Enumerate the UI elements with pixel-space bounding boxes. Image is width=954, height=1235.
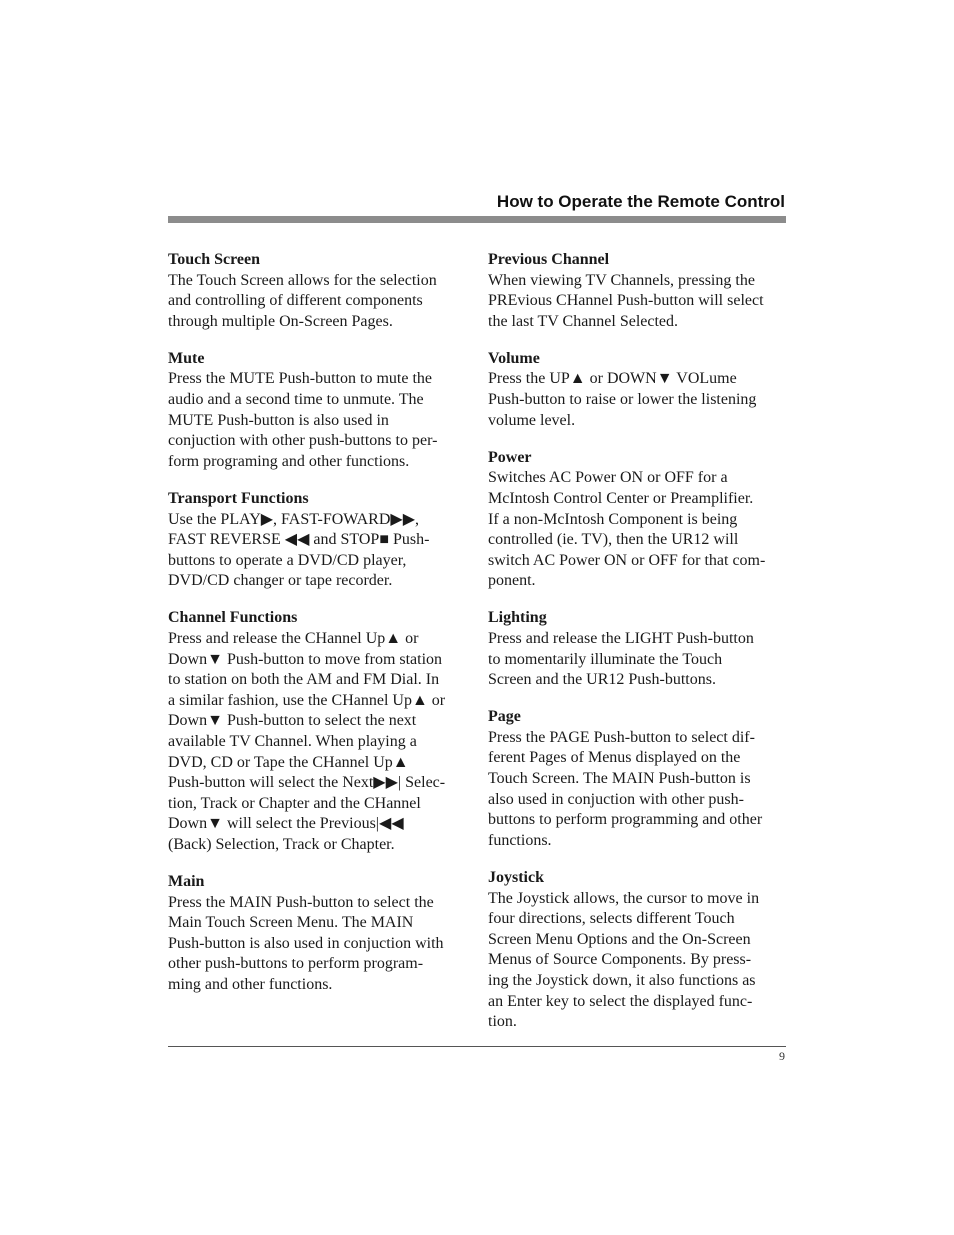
section-title: Previous Channel xyxy=(488,251,610,268)
body-line: form programing and other functions. xyxy=(168,452,410,470)
body-line: other push-buttons to perform program- xyxy=(168,955,424,973)
body-line: Press the MUTE Push-button to mute the xyxy=(168,370,432,388)
section-transport-functions xyxy=(168,489,468,592)
body-line: Menus of Source Components. By press- xyxy=(488,951,752,969)
section-power xyxy=(488,448,788,592)
body-line: Push-button will select the Next▶▶| Selec- xyxy=(168,774,446,792)
section-title: Channel Functions xyxy=(168,609,298,627)
body-line: tion, Track or Chapter and the CHannel xyxy=(168,794,421,812)
body-line: DVD/CD changer or tape recorder. xyxy=(168,572,393,590)
body-line: buttons to perform programming and other xyxy=(488,811,763,829)
section-title: Mute xyxy=(168,349,205,367)
section-title: Touch Screen xyxy=(168,251,261,268)
body-line: four directions, selects different Touch xyxy=(488,910,735,928)
body-line: Down▼ Push-button to move from station xyxy=(168,650,443,668)
footer-rule xyxy=(168,1046,786,1047)
body-line: ferent Pages of Menus displayed on the xyxy=(488,749,741,767)
section-channel-functions xyxy=(168,608,468,855)
body-line: Press the PAGE Push-button to select dif- xyxy=(488,728,755,746)
body-line: functions. xyxy=(488,831,552,849)
body-line: Push-button is also used in conjuction with xyxy=(168,934,444,952)
body-line: The Joystick allows, the cursor to move in xyxy=(488,889,760,907)
body-line: ponent. xyxy=(488,572,536,590)
body-line: Switches AC Power ON or OFF for a xyxy=(488,469,728,487)
body-line: volume level. xyxy=(488,411,576,429)
body-line: also used in conjuction with other push- xyxy=(488,790,744,808)
body-line: Touch Screen. The MAIN Push-button is xyxy=(488,770,751,788)
section-title: Volume xyxy=(488,349,540,367)
body-line: an Enter key to select the displayed func- xyxy=(488,992,753,1010)
body-line: DVD, CD or Tape the CHannel Up▲ xyxy=(168,753,409,771)
section-main xyxy=(168,872,468,996)
body-line: Push-button to raise or lower the listening xyxy=(488,391,757,409)
body-line: Main Touch Screen Menu. The MAIN xyxy=(168,914,414,932)
page-header-title: How to Operate the Remote Control xyxy=(496,192,785,211)
section-volume xyxy=(488,349,788,431)
body-line: Screen Menu Options and the On-Screen xyxy=(488,930,751,948)
body-line: McIntosh Control Center or Preamplifier. xyxy=(488,489,754,507)
left-column xyxy=(168,250,468,1012)
body-line: (Back) Selection, Track or Chapter. xyxy=(168,835,395,853)
body-line: controlled (ie. TV), then the UR12 will xyxy=(488,531,739,549)
body-line: conjuction with other push-buttons to per- xyxy=(168,432,438,450)
section-title: Main xyxy=(168,873,205,891)
section-title: Transport Functions xyxy=(168,489,309,507)
right-column xyxy=(488,250,788,1049)
body-line: tion. xyxy=(488,1013,517,1031)
body-line: buttons to operate a DVD/CD player, xyxy=(168,551,407,569)
section-joystick xyxy=(488,868,788,1033)
body-line: Screen and the UR12 Push-buttons. xyxy=(488,671,716,689)
body-line: to station on both the AM and FM Dial. In xyxy=(168,671,440,689)
body-line: MUTE Push-button is also used in xyxy=(168,411,389,429)
section-page xyxy=(488,707,788,851)
section-title: Joystick xyxy=(488,868,544,886)
section-touch-screen xyxy=(168,250,468,332)
body-line: switch AC Power ON or OFF for that com- xyxy=(488,551,766,569)
body-line: audio and a second time to unmute. The xyxy=(168,391,424,409)
body-line: PREvious CHannel Push-button will select xyxy=(488,292,764,310)
body-line: ing the Joystick down, it also functions as xyxy=(488,971,756,989)
section-mute xyxy=(168,349,468,473)
body-line: Down▼ Push-button to select the next xyxy=(168,712,417,730)
body-line: through multiple On-Screen Pages. xyxy=(168,312,393,330)
body-line: Press the UP▲ or DOWN▼ VOLume xyxy=(488,370,737,388)
body-line: and controlling of different components xyxy=(168,292,423,310)
body-line: ming and other functions. xyxy=(168,976,333,993)
body-line: available TV Channel. When playing a xyxy=(168,732,417,750)
section-title: Lighting xyxy=(488,609,547,627)
page-number: 9 xyxy=(779,1049,785,1063)
body-line: If a non-McIntosh Component is being xyxy=(488,510,738,528)
body-line: Press and release the LIGHT Push-button xyxy=(488,630,754,647)
section-title: Page xyxy=(488,708,521,726)
section-previous-channel xyxy=(488,250,788,332)
body-line: The Touch Screen allows for the selection xyxy=(168,271,437,289)
section-lighting xyxy=(488,608,788,690)
body-line: FAST REVERSE ◀◀ and STOP■ Push- xyxy=(168,531,430,549)
body-line: When viewing TV Channels, pressing the xyxy=(488,271,755,289)
body-line: Press and release the CHannel Up▲ or xyxy=(168,630,419,647)
body-line: Use the PLAY▶, FAST-FOWARD▶▶, xyxy=(168,510,420,528)
section-title: Power xyxy=(488,448,532,466)
body-line: a similar fashion, use the CHannel Up▲ or xyxy=(168,691,446,709)
header-rule xyxy=(168,216,786,223)
body-line: Press the MAIN Push-button to select the xyxy=(168,893,434,911)
body-line: the last TV Channel Selected. xyxy=(488,312,679,330)
body-line: to momentarily illuminate the Touch xyxy=(488,650,723,668)
body-line: Down▼ will select the Previous|◀◀ xyxy=(168,815,404,833)
